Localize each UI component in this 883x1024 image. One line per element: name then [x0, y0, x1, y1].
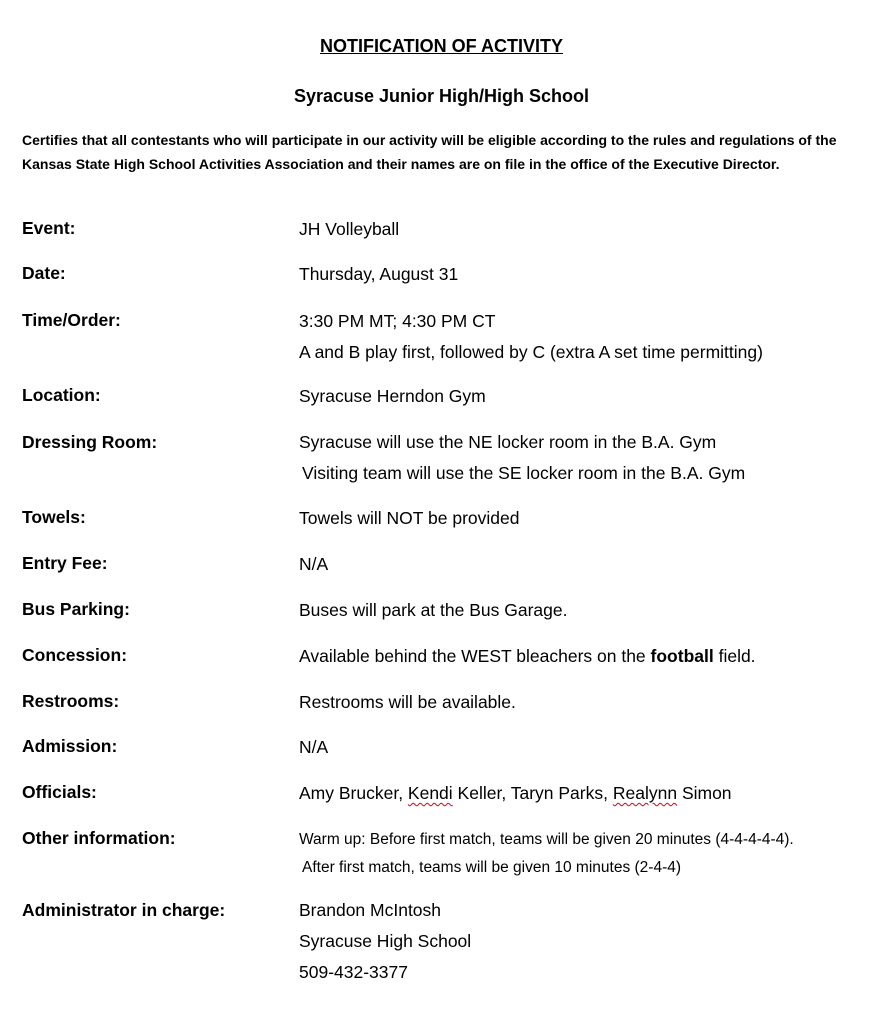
concession-text-end: field.: [713, 646, 756, 666]
dressing-room-line-1: Syracuse will use the NE locker room in the B.A. Gym: [299, 432, 717, 452]
other-info-line-1: Warm up: Before first match, teams will be given 20 minutes (4-4-4-4-4).: [299, 831, 794, 848]
officials-value: [299, 778, 732, 809]
administrator-value: [299, 895, 471, 988]
document-title: [0, 36, 883, 57]
restrooms-value: Restrooms will be available.: [299, 692, 516, 712]
officials-text-1: Amy Brucker,: [299, 783, 408, 803]
towels-value: Towels will NOT be provided: [299, 508, 520, 528]
location-label: Location:: [22, 385, 101, 405]
event-label: Event:: [22, 218, 76, 238]
entry-fee-label: Entry Fee:: [22, 553, 108, 573]
time-order-line-2: A and B play first, followed by C (extra A set time permitting): [299, 342, 763, 362]
other-info-value: [299, 826, 794, 882]
restrooms-label: Restrooms:: [22, 691, 120, 711]
time-order-value: [299, 306, 763, 368]
entry-fee-value: N/A: [299, 554, 329, 574]
time-order-line-1: 3:30 PM MT; 4:30 PM CT: [299, 311, 496, 331]
administrator-school: Syracuse High School: [299, 931, 472, 951]
concession-value: [299, 641, 756, 672]
concession-text-start: Available behind the WEST bleachers on the: [299, 646, 651, 666]
admission-label: Admission:: [22, 736, 118, 756]
concession-bold-word: football: [650, 646, 714, 666]
other-info-label: Other information:: [22, 828, 176, 848]
time-order-label: Time/Order:: [22, 310, 121, 330]
date-label: Date:: [22, 263, 66, 283]
bus-parking-label: Bus Parking:: [22, 599, 130, 619]
administrator-label: Administrator in charge:: [22, 900, 226, 920]
officials-name-kendi: Kendi: [407, 783, 453, 803]
school-name: Syracuse Junior High/High School: [293, 86, 590, 106]
towels-label: Towels:: [22, 507, 86, 527]
administrator-name: Brandon McIntosh: [299, 900, 442, 920]
concession-label: Concession:: [22, 645, 128, 665]
date-value: Thursday, August 31: [299, 264, 459, 284]
bus-parking-value: Buses will park at the Bus Garage.: [299, 600, 568, 620]
certification-statement: Certifies that all contestants who will participate in our activity will be eligible according to the rules and regulations of the Kansas State High School Activities Association and their names are on file in the office of the Executive Director.: [22, 132, 837, 172]
other-info-line-2: After first match, teams will be given 10 minutes (2-4-4): [302, 859, 682, 876]
officials-label: Officials:: [22, 782, 97, 802]
officials-text-3: Simon: [677, 783, 732, 803]
officials-text-2: Keller, Taryn Parks,: [452, 783, 613, 803]
location-value: Syracuse Herndon Gym: [299, 386, 486, 406]
administrator-phone: 509-432-3377: [299, 962, 408, 982]
officials-name-realynn: Realynn: [612, 783, 678, 803]
admission-value: N/A: [299, 737, 329, 757]
event-value: JH Volleyball: [299, 219, 400, 239]
dressing-room-value: [299, 427, 745, 489]
document-title-text: NOTIFICATION OF ACTIVITY: [320, 36, 563, 56]
dressing-room-line-2: Visiting team will use the SE locker room in the B.A. Gym: [302, 463, 746, 483]
dressing-room-label: Dressing Room:: [22, 432, 158, 452]
